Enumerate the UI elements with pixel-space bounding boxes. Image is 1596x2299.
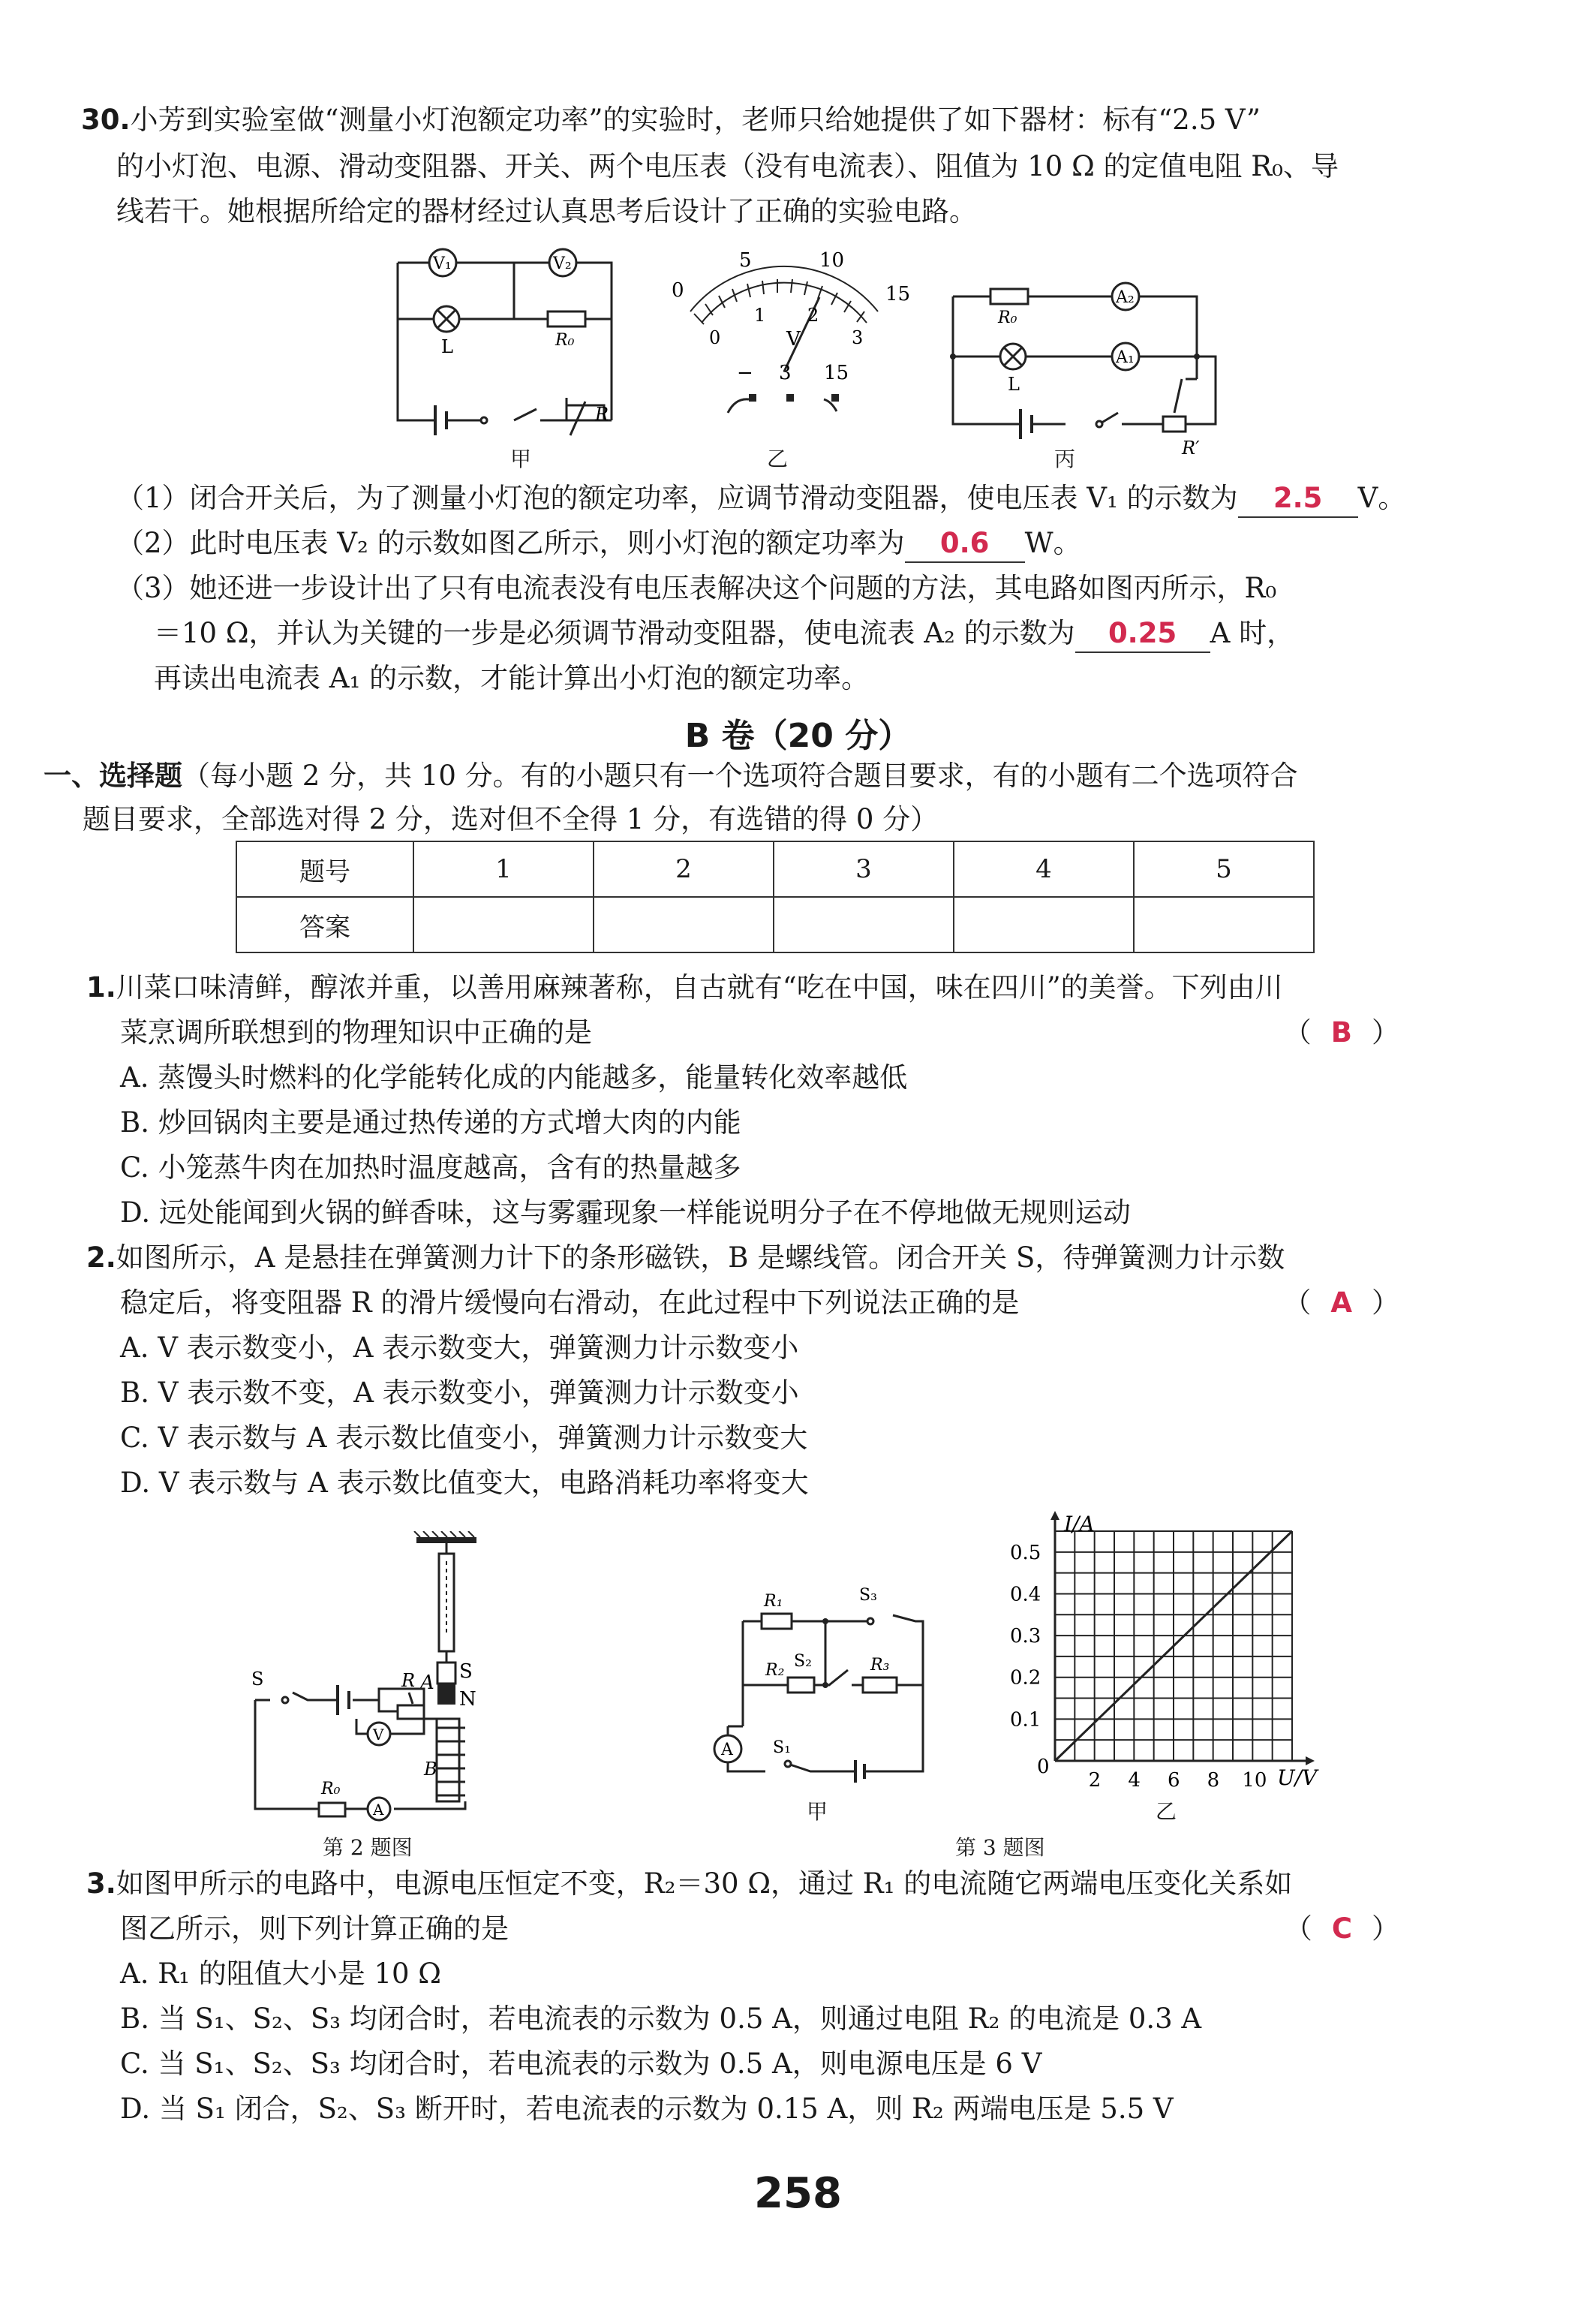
svg-text:15: 15 xyxy=(885,283,911,305)
q1-option: B. 炒回锅肉主要是通过热传递的方式增大肉的内能 xyxy=(120,1106,741,1139)
chart-x-tick: 6 xyxy=(1168,1769,1180,1792)
q30-sub2: （2）此时电压表 V₂ 的示数如图乙所示，则小灯泡的额定功率为 0.6 W。 xyxy=(116,525,1081,563)
q1-line-1: 1.川菜口味清鲜，醇浓并重，以善用麻辣著称，自古就有“吃在中国，味在四川”的美誉。下列由川 xyxy=(86,971,1283,1004)
svg-text:V: V xyxy=(786,328,801,351)
chart-x-tick: 10 xyxy=(1242,1769,1267,1792)
svg-text:R₀: R₀ xyxy=(321,1780,341,1798)
q3-option: D. 当 S₁ 闭合，S₂、S₃ 断开时，若电流表的示数为 0.15 A，则 R₂ 两端电压是 5.5 V xyxy=(120,2093,1174,2125)
svg-text:0: 0 xyxy=(672,279,684,302)
q2-figure xyxy=(240,1531,555,1824)
svg-text:2: 2 xyxy=(807,305,819,326)
resistor-r0 xyxy=(548,311,585,326)
q30-sub1-answer: 2.5 xyxy=(1238,480,1358,518)
q30-number: 30. xyxy=(81,104,131,136)
answer-table-answer-label: 答案 xyxy=(236,897,413,952)
chart-y-tick: 0.3 xyxy=(1010,1625,1041,1648)
voltmeter-v2 xyxy=(549,249,576,276)
chart-x-tick: 4 xyxy=(1128,1769,1141,1792)
svg-text:1: 1 xyxy=(754,305,766,326)
chart-y-tick: 0.4 xyxy=(1010,1583,1041,1606)
q1-option: D. 远处能闻到火锅的鲜香味，这与雾霾现象一样能说明分子在不停地做无规则运动 xyxy=(120,1196,1131,1229)
q3-line-1: 3.如图甲所示的电路中，电源电压恒定不变，R₂＝30 Ω，通过 R₁ 的电流随它两端电压变化关系如 xyxy=(86,1867,1293,1900)
q3-chart-iu xyxy=(990,1509,1328,1801)
svg-text:S: S xyxy=(459,1660,473,1683)
chart-y-tick: 0.2 xyxy=(1010,1666,1041,1690)
svg-text:A₂: A₂ xyxy=(1116,288,1135,307)
svg-text:R₀: R₀ xyxy=(555,331,575,350)
svg-text:V₁: V₁ xyxy=(433,254,452,273)
svg-text:R₁: R₁ xyxy=(764,1592,783,1611)
q2-line-1: 2.如图所示，A 是悬挂在弹簧测力计下的条形磁铁，B 是螺线管。闭合开关 S，待弹簧测力计示数 xyxy=(86,1241,1285,1274)
answer-table-num: 4 xyxy=(954,841,1134,897)
svg-text:A: A xyxy=(420,1672,434,1694)
svg-text:0: 0 xyxy=(709,327,721,348)
answer-cell[interactable] xyxy=(1134,897,1314,952)
section-title: B 卷（20 分） xyxy=(684,717,912,755)
answer-table xyxy=(236,841,1315,953)
lamp-l xyxy=(434,306,459,357)
ammeter-a-q2 xyxy=(368,1798,390,1820)
q30-line-2: 的小灯泡、电源、滑动变阻器、开关、两个电压表（没有电流表）、阻值为 10 Ω 的定值电阻 R₀、导 xyxy=(116,150,1339,182)
q30-sub1: （1）闭合开关后，为了测量小灯泡的额定功率，应调节滑动变阻器，使电压表 V₁ 的示数为 2.5 V。 xyxy=(116,480,1405,518)
chart-x-tick: 2 xyxy=(1088,1769,1102,1792)
svg-text:3: 3 xyxy=(852,327,864,348)
q3-caption-jia: 甲 xyxy=(807,1799,828,1824)
q30-figure-jia xyxy=(386,248,649,473)
svg-text:3: 3 xyxy=(779,362,792,384)
answer-table-num: 2 xyxy=(594,841,774,897)
svg-text:A: A xyxy=(373,1801,384,1819)
q2-answer: A xyxy=(1330,1286,1352,1319)
chart-y-label: I/A xyxy=(1064,1512,1095,1536)
q2-line-2: 稳定后，将变阻器 R 的滑片缓慢向右滑动，在此过程中下列说法正确的是 xyxy=(120,1286,1020,1319)
svg-text:V₂: V₂ xyxy=(553,254,572,273)
svg-text:R₂: R₂ xyxy=(765,1661,785,1680)
answer-table-answer-row xyxy=(236,897,1314,952)
ammeter-a2 xyxy=(1112,283,1139,310)
q30-sub3-line1: （3）她还进一步设计出了只有电流表没有电压表解决这个问题的方法，其电路如图丙所示，R₀ xyxy=(116,572,1277,604)
voltmeter-v1 xyxy=(429,249,456,276)
answer-table-num: 5 xyxy=(1134,841,1314,897)
answer-table-num: 3 xyxy=(774,841,954,897)
q30-sub2-answer: 0.6 xyxy=(905,525,1025,563)
svg-text:R′: R′ xyxy=(1182,438,1200,459)
q1-option: A. 蒸馒头时燃料的化学能转化成的内能越多，能量转化效率越低 xyxy=(120,1061,908,1094)
q3-answer: C xyxy=(1331,1912,1352,1945)
svg-text:R: R xyxy=(401,1670,416,1691)
q30-sub3-answer: 0.25 xyxy=(1075,615,1210,653)
resistor-r0-bing xyxy=(990,289,1028,304)
svg-text:V: V xyxy=(373,1726,384,1744)
q1-line-2: 菜烹调所联想到的物理知识中正确的是 xyxy=(120,1016,592,1049)
q3-choice: （ C ） xyxy=(1284,1912,1399,1945)
q1-answer: B xyxy=(1330,1016,1352,1049)
q3-caption-yi: 乙 xyxy=(1156,1799,1177,1824)
q3-option: B. 当 S₁、S₂、S₃ 均闭合时，若电流表的示数为 0.5 A，则通过电阻 R₂ 的电流是 0.3 A xyxy=(120,2003,1202,2035)
chart-origin-label: 0 xyxy=(1037,1756,1050,1778)
svg-text:5: 5 xyxy=(739,249,752,272)
svg-text:S: S xyxy=(251,1669,264,1690)
q2-option: C. V 表示数与 A 表示数比值变小，弹簧测力计示数变大 xyxy=(120,1422,808,1454)
part1-desc-2: 题目要求，全部选对得 2 分，选对但不全得 1 分，有选错的得 0 分） xyxy=(83,803,939,835)
svg-text:15: 15 xyxy=(824,362,849,384)
q1-choice: （ B ） xyxy=(1283,1016,1399,1049)
answer-table-label: 题号 xyxy=(236,841,413,897)
q30-caption-yi: 乙 xyxy=(767,447,789,471)
q30-sub3-line2: ＝10 Ω，并认为关键的一步是必须调节滑动变阻器，使电流表 A₂ 的示数为 0.25 A 时， xyxy=(154,615,1294,653)
svg-text:A₁: A₁ xyxy=(1116,348,1135,367)
q3-caption: 第 3 题图 xyxy=(955,1835,1045,1860)
q3-line-2: 图乙所示，则下列计算正确的是 xyxy=(120,1912,509,1945)
svg-text:R₀: R₀ xyxy=(998,308,1017,327)
svg-text:S₃: S₃ xyxy=(859,1586,877,1605)
chart-y-tick: 0.1 xyxy=(1010,1708,1041,1732)
q2-choice: （ A ） xyxy=(1283,1286,1399,1319)
svg-text:10: 10 xyxy=(819,249,845,272)
q2-option: D. V 表示数与 A 表示数比值变大，电路消耗功率将变大 xyxy=(120,1467,809,1499)
q30-figure-bing xyxy=(938,270,1223,465)
q30-sub3-line3: 再读出电流表 A₁ 的示数，才能计算出小灯泡的额定功率。 xyxy=(154,662,870,694)
svg-text:S₁: S₁ xyxy=(773,1738,791,1757)
q3-option: C. 当 S₁、S₂、S₃ 均闭合时，若电流表的示数为 0.5 A，则电源电压是 6 V xyxy=(120,2048,1042,2080)
chart-y-tick: 0.5 xyxy=(1010,1541,1041,1564)
resistor-r0-q2 xyxy=(319,1803,345,1816)
q30-caption-jia: 甲 xyxy=(510,447,532,471)
answer-table-header-row xyxy=(236,841,1314,897)
answer-cell[interactable] xyxy=(413,897,594,952)
chart-x-tick: 8 xyxy=(1207,1769,1220,1792)
q2-option: A. V 表示数变小，A 表示数变大，弹簧测力计示数变小 xyxy=(120,1332,799,1364)
q2-caption: 第 2 题图 xyxy=(323,1835,413,1860)
answer-table-num: 1 xyxy=(413,841,594,897)
part1-heading: 一、选择题（每小题 2 分，共 10 分。有的小题只有一个选项符合题目要求，有的小题有二个选项符合 xyxy=(44,760,1298,792)
lamp-l-bing xyxy=(1000,344,1026,395)
answer-cell[interactable] xyxy=(594,897,774,952)
q3-figure-jia xyxy=(690,1576,938,1801)
q2-option: B. V 表示数不变，A 表示数变小，弹簧测力计示数变小 xyxy=(120,1377,799,1409)
svg-text:N: N xyxy=(459,1688,476,1711)
voltmeter-v-q2 xyxy=(368,1723,390,1745)
q30-figure-yi-voltmeter-dial xyxy=(660,233,930,428)
ammeter-a1 xyxy=(1112,343,1139,370)
q30-line-3: 线若干。她根据所给定的器材经过认真思考后设计了正确的实验电路。 xyxy=(116,195,977,227)
svg-text:S₂: S₂ xyxy=(794,1652,812,1671)
ammeter-a-q3 xyxy=(714,1735,741,1762)
chart-x-label: U/V xyxy=(1277,1765,1318,1790)
svg-text:R: R xyxy=(595,404,609,425)
q3-option: A. R₁ 的阻值大小是 10 Ω xyxy=(120,1957,441,1990)
svg-text:R₃: R₃ xyxy=(870,1656,890,1675)
svg-text:−: − xyxy=(737,362,753,384)
q30-line-1: 30.小芳到实验室做“测量小灯泡额定功率”的实验时，老师只给她提供了如下器材：标有“2.5 V” xyxy=(81,104,1261,136)
answer-cell[interactable] xyxy=(774,897,954,952)
q1-option: C. 小笼蒸牛肉在加热时温度越高，含有的热量越多 xyxy=(120,1151,741,1184)
magnet-a xyxy=(437,1663,455,1684)
svg-text:B: B xyxy=(424,1759,437,1780)
page-number: 258 xyxy=(754,2169,842,2218)
svg-text:L: L xyxy=(1008,374,1020,395)
q30-caption-bing: 丙 xyxy=(1054,447,1076,471)
svg-text:L: L xyxy=(441,336,453,357)
answer-cell[interactable] xyxy=(954,897,1134,952)
svg-text:A: A xyxy=(721,1741,733,1759)
